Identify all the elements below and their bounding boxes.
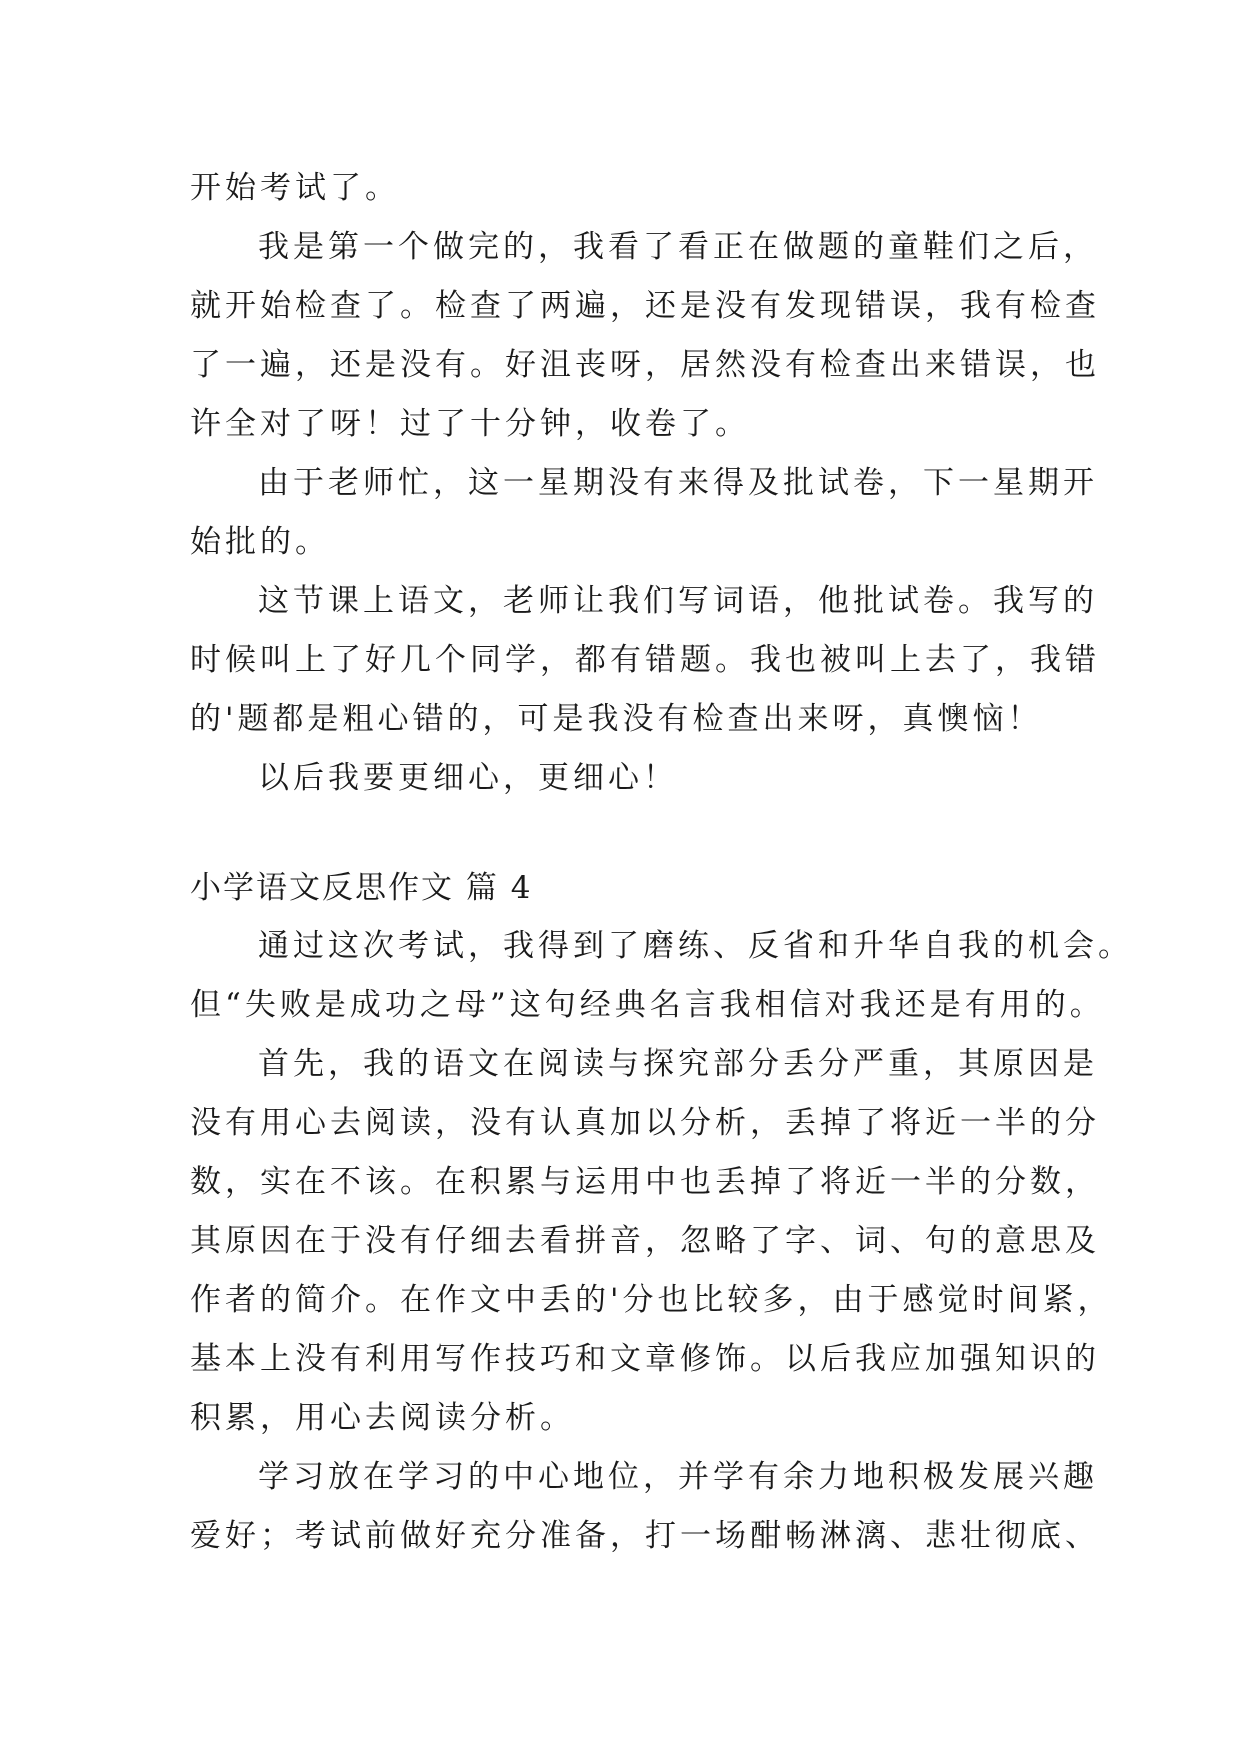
section-heading: 小学语文反思作文 篇 4	[190, 870, 533, 906]
text-line: 其原因在于没有仔细去看拼音，忽略了字、词、句的意思及	[190, 1223, 1100, 1259]
text-line: 这节课上语文，老师让我们写词语，他批试卷。我写的	[258, 583, 1098, 619]
text-line: 数，实在不该。在积累与运用中也丢掉了将近一半的分数，	[190, 1164, 1100, 1200]
text-line: 基本上没有利用写作技巧和文章修饰。以后我应加强知识的	[190, 1341, 1100, 1377]
text-line: 由于老师忙，这一星期没有来得及批试卷，下一星期开	[258, 465, 1098, 501]
text-line: 就开始检查了。检查了两遍，还是没有发现错误，我有检查	[190, 288, 1100, 324]
text-line: 我是第一个做完的，我看了看正在做题的童鞋们之后，	[258, 229, 1098, 265]
text-line: 积累，用心去阅读分析。	[190, 1400, 575, 1436]
text-line: 的'题都是粗心错的，可是我没有检查出来呀，真懊恼！	[190, 701, 1043, 737]
text-line: 时候叫上了好几个同学，都有错题。我也被叫上去了，我错	[190, 642, 1100, 678]
text-line: 通过这次考试，我得到了磨练、反省和升华自我的机会。	[258, 928, 1133, 964]
text-line: 以后我要更细心，更细心！	[258, 760, 678, 796]
text-line: 没有用心去阅读，没有认真加以分析，丢掉了将近一半的分	[190, 1105, 1100, 1141]
text-line: 作者的简介。在作文中丢的'分也比较多，由于感觉时间紧，	[190, 1282, 1113, 1318]
text-line: 了一遍，还是没有。好沮丧呀，居然没有检查出来错误，也	[190, 347, 1100, 383]
text-line: 始批的。	[190, 524, 330, 560]
text-line: 首先，我的语文在阅读与探究部分丢分严重，其原因是	[258, 1046, 1098, 1082]
text-line: 学习放在学习的中心地位，并学有余力地积极发展兴趣	[258, 1459, 1098, 1495]
text-line: 许全对了呀！过了十分钟，收卷了。	[190, 406, 750, 442]
text-line: 开始考试了。	[190, 170, 400, 206]
text-line: 但“失败是成功之母”这句经典名言我相信对我还是有用的。	[190, 987, 1105, 1023]
text-line: 爱好；考试前做好充分准备，打一场酣畅淋漓、悲壮彻底、	[190, 1518, 1100, 1554]
